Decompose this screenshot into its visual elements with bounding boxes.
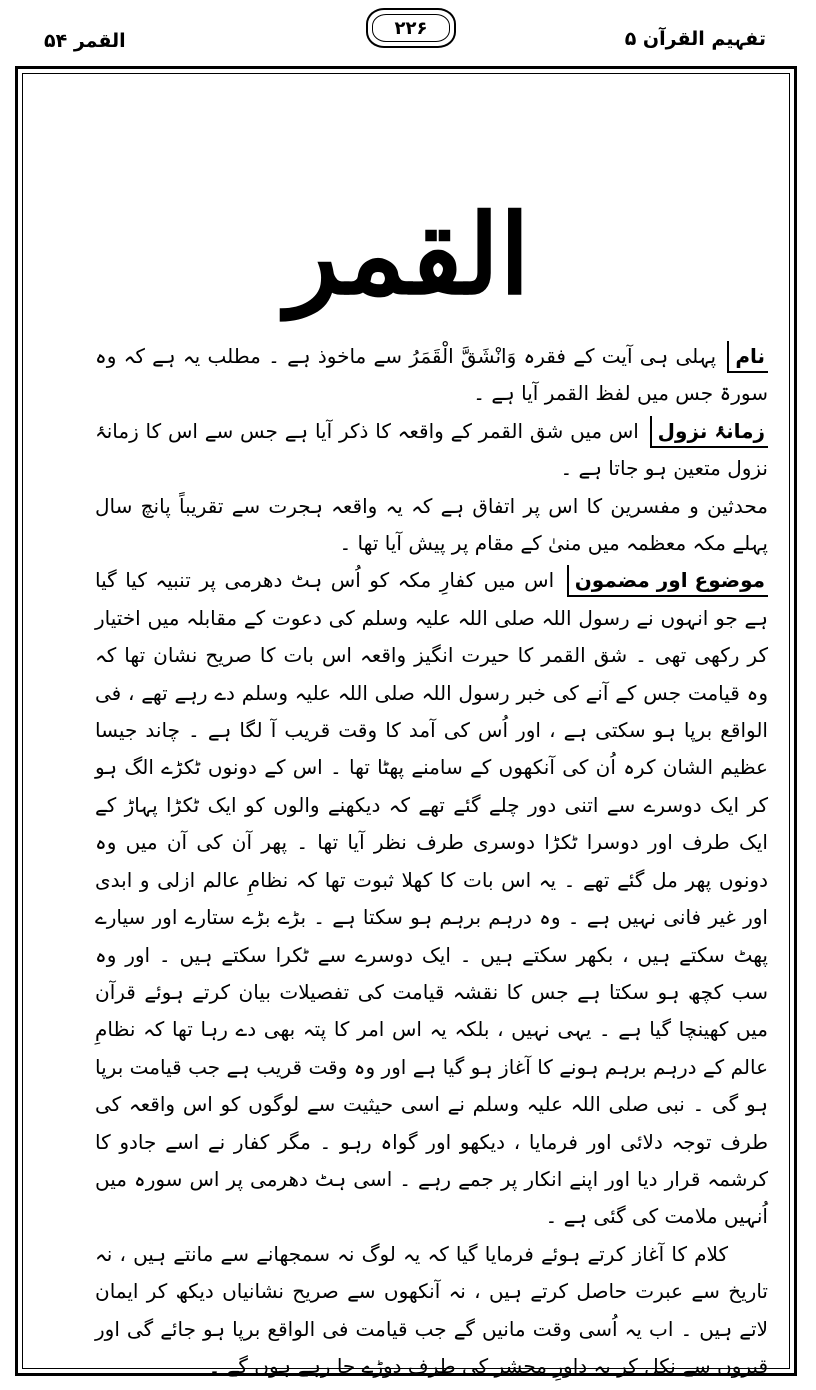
section-heading: زمانۂ نزول — [650, 416, 768, 448]
section-heading: موضوع اور مضمون — [567, 565, 768, 597]
running-header-book: تفہیم القرآن ۵ — [624, 28, 766, 50]
page-number-ornament — [366, 8, 456, 48]
section-name — [95, 338, 768, 413]
section-text: اس میں شق القمر کے واقعہ کا ذکر آیا ہے جس سے اس کا زمانۂ نزول متعین ہو جاتا ہے ۔ — [95, 418, 768, 481]
section-text: اس میں کفارِ مکہ کو اُس ہٹ دھرمی پر تنبیہ کیا گیا ہے جو انہوں نے رسول اللہ صلی اللہ علیہ وسلم کی دعوت کے مقابلہ میں اختیار کر رکھی تھی ۔ شق القمر کا حیرت انگیز واقعہ اس بات کا صریح نشان تھا کہ وہ قیامت جس کے آنے کی خبر رسول اللہ صلی اللہ علیہ وسلم دے رہے تھے ، فی الواقع برپا ہو سکتی ہے ، اور اُس کی آمد کا وقت قریب آ لگا ہے ۔ چاند جیسا عظیم الشان کرہ اُن کی آنکھوں کے سامنے پھٹا تھا ۔ اس کے دونوں ٹکڑے الگ ہو کر ایک دوسرے سے اتنی دور چلے گئے تھے کہ دیکھنے والوں کو ایک ٹکڑا پہاڑ کے ایک طرف اور دوسرا ٹکڑا دوسری طرف نظر آیا تھا ۔ پھر آن کی آن میں وہ دونوں پھر مل گئے تھے ۔ یہ اس بات کا کھلا ثبوت تھا کہ نظامِ عالم ازلی و ابدی اور غیر فانی نہیں ہے ۔ وہ درہم برہم ہو سکتا ہے ۔ بڑے بڑے ستارے اور سیارے پھٹ سکتے ہیں ، بکھر سکتے ہیں ۔ ایک دوسرے سے ٹکرا سکتے ہیں ۔ اور وہ سب کچھ ہو سکتا ہے جس کا نقشہ قیامت کی تفصیلات بیان کرتے ہوئے قرآن میں کھینچا گیا ہے ۔ یہی نہیں ، بلکہ یہ اس امر کا پتہ بھی دے رہا تھا کہ نظامِ عالم کے درہم برہم ہونے کا آغاز ہو گیا ہے اور وہ وقت قریب ہے جب قیامت برپا ہو گی ۔ نبی صلی اللہ علیہ وسلم نے اسی حیثیت سے لوگوں کو اس واقعہ کی طرف توجہ دلائی اور فرمایا ، دیکھو اور گواہ رہو ۔ مگر کفار نے اسے جادو کا کرشمہ قرار دیا اور اپنے انکار پر جمے رہے ۔ اسی ہٹ دھرمی پر اس سورہ میں اُنہیں ملامت کی گئی ہے ۔ — [95, 568, 768, 1229]
page-number: ۲۲۶ — [394, 17, 428, 39]
running-header-surah: القمر ۵۴ — [44, 30, 126, 52]
section-theme — [95, 562, 768, 1235]
section-text-paragraph: کلام کا آغاز کرتے ہوئے فرمایا گیا کہ یہ لوگ نہ سمجھانے سے مانتے ہیں ، نہ تاریخ سے عبرت حاصل کرتے ہیں ، نہ آنکھوں سے صریح نشانیاں دیکھ کر ایمان لاتے ہیں ۔ اب یہ اُسی وقت مانیں گے جب قیامت فی الواقع برپا ہو جائے گی اور قبروں سے نکل کر یہ داورِ محشر کی طرف دوڑے جا رہے ہوں گے ۔ — [95, 1241, 768, 1378]
section-revelation — [95, 413, 768, 488]
section-text: پہلی ہی آیت کے فقرہ وَانْشَقَّ الْقَمَرُ سے ماخوذ ہے ۔ مطلب یہ ہے کہ وہ سورۃ جس میں لفظ القمر آیا ہے ۔ — [95, 344, 768, 406]
section-heading: نام — [727, 341, 768, 373]
section-text-paragraph: محدثین و مفسرین کا اس پر اتفاق ہے کہ یہ واقعہ ہجرت سے تقریباً پانچ سال پہلے مکہ معظمہ میں منیٰ کے مقام پر پیش آیا تھا ۔ — [95, 493, 768, 556]
surah-title: القمر — [285, 190, 530, 319]
page-content — [95, 338, 768, 1385]
